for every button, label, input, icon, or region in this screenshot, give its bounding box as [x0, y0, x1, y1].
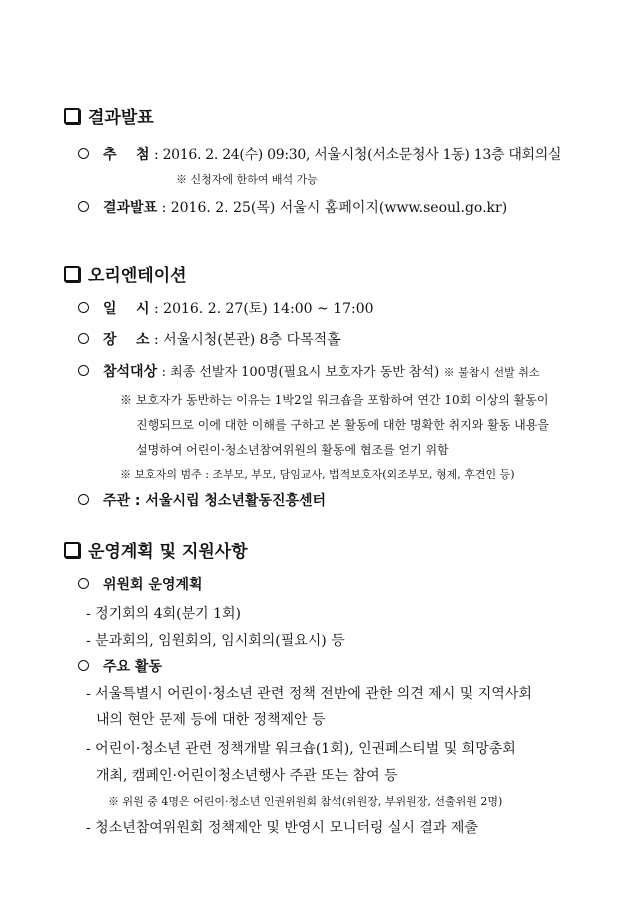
checkbox-square-icon — [64, 266, 80, 282]
activity-2-note: ※ 위원 중 4명은 어린이·청소년 인권위원회 참석(위원장, 부위원장, 선출위원 2명) — [108, 795, 503, 808]
circle-bullet-icon — [78, 302, 89, 313]
committee-item-2: - 분과회의, 임원회의, 임시회의(필요시) 등 — [86, 633, 345, 649]
section-title: 운영계획 및 지원사항 — [88, 542, 248, 562]
section-heading-operation — [64, 537, 248, 562]
committee-title-line — [78, 574, 203, 594]
circle-bullet-icon — [78, 148, 89, 159]
activity-1-line1: - 서울특별시 어린이·청소년 관련 정책 전반에 관한 의견 제시 및 지역사회 — [86, 686, 532, 702]
date-label: 일 시 — [103, 301, 150, 317]
attend-extra: ※ 불참시 선발 취소 — [443, 366, 540, 379]
host-line — [78, 490, 326, 510]
date-line — [78, 298, 374, 318]
section-heading-results — [64, 103, 154, 128]
circle-bullet-icon — [78, 660, 89, 671]
checkbox-square-icon — [64, 108, 80, 124]
activity-2-line1: - 어린이·청소년 관련 정책개발 워크숍(1회), 인권페스티벌 및 희망총회 — [86, 741, 516, 757]
activities-title-line — [78, 656, 162, 676]
section-title: 결과발표 — [88, 108, 154, 128]
circle-bullet-icon — [78, 578, 89, 589]
attend-line — [78, 361, 540, 381]
checkbox-square-icon — [64, 542, 80, 558]
activities-title: 주요 활동 — [103, 659, 162, 675]
circle-bullet-icon — [78, 333, 89, 344]
section-heading-orientation — [64, 261, 187, 286]
section-title: 오리엔테이션 — [88, 266, 187, 286]
place-value: : 서울시청(본관) 8층 다목적홀 — [154, 332, 341, 348]
date-value: : 2016. 2. 27(토) 14:00 ~ 17:00 — [154, 301, 374, 317]
guardian-scope-note: ※ 보호자의 범주 : 조부모, 부모, 담임교사, 법적보호자(외조부모, 형제, 후견인 등) — [120, 468, 515, 481]
lottery-value: : 2016. 2. 24(수) 09:30, 서울시청(서소문청사 1동) 13층 대회의실 — [154, 147, 562, 163]
place-label: 장 소 — [103, 332, 150, 348]
lottery-label: 추 첨 — [103, 147, 150, 163]
committee-title: 위원회 운영계획 — [103, 577, 203, 593]
announce-value: : 2016. 2. 25(목) 서울시 홈페이지(www.seoul.go.kr) — [161, 200, 508, 216]
host-text: 주관 : 서울시립 청소년활동진흥센터 — [103, 493, 327, 509]
guardian-note-line1: ※ 보호자가 동반하는 이유는 1박2일 워크숍을 포함하여 연간 10회 이상의 활동이 — [120, 393, 549, 407]
lottery-line — [78, 144, 561, 164]
committee-item-1: - 정기회의 4회(분기 1회) — [86, 606, 242, 622]
attend-value: : 최종 선발자 100명(필요시 보호자가 동반 참석) — [161, 365, 440, 380]
guardian-note-line2: 진행되므로 이에 대한 이해를 구하고 본 활동에 대한 명확한 취지와 활동 내용을 — [136, 418, 549, 432]
announce-label: 결과발표 — [103, 200, 158, 216]
circle-bullet-icon — [78, 494, 89, 505]
lottery-note: ※ 신청자에 한하여 배석 가능 — [176, 173, 318, 186]
activity-1-line2: 내의 현안 문제 등에 대한 정책제안 등 — [96, 712, 326, 728]
place-line — [78, 329, 341, 349]
circle-bullet-icon — [78, 365, 89, 376]
activity-3: - 청소년참여위원회 정책제안 및 반영시 모니터링 실시 결과 제출 — [86, 820, 478, 836]
guardian-note-line3: 설명하여 어린이·청소년참여위원의 활동에 협조를 얻기 위함 — [136, 443, 449, 457]
circle-bullet-icon — [78, 201, 89, 212]
attend-label: 참석대상 — [103, 364, 158, 380]
activity-2-line2: 개최, 캠페인·어린이청소년행사 주관 또는 참여 등 — [96, 768, 398, 784]
announce-line — [78, 197, 507, 217]
